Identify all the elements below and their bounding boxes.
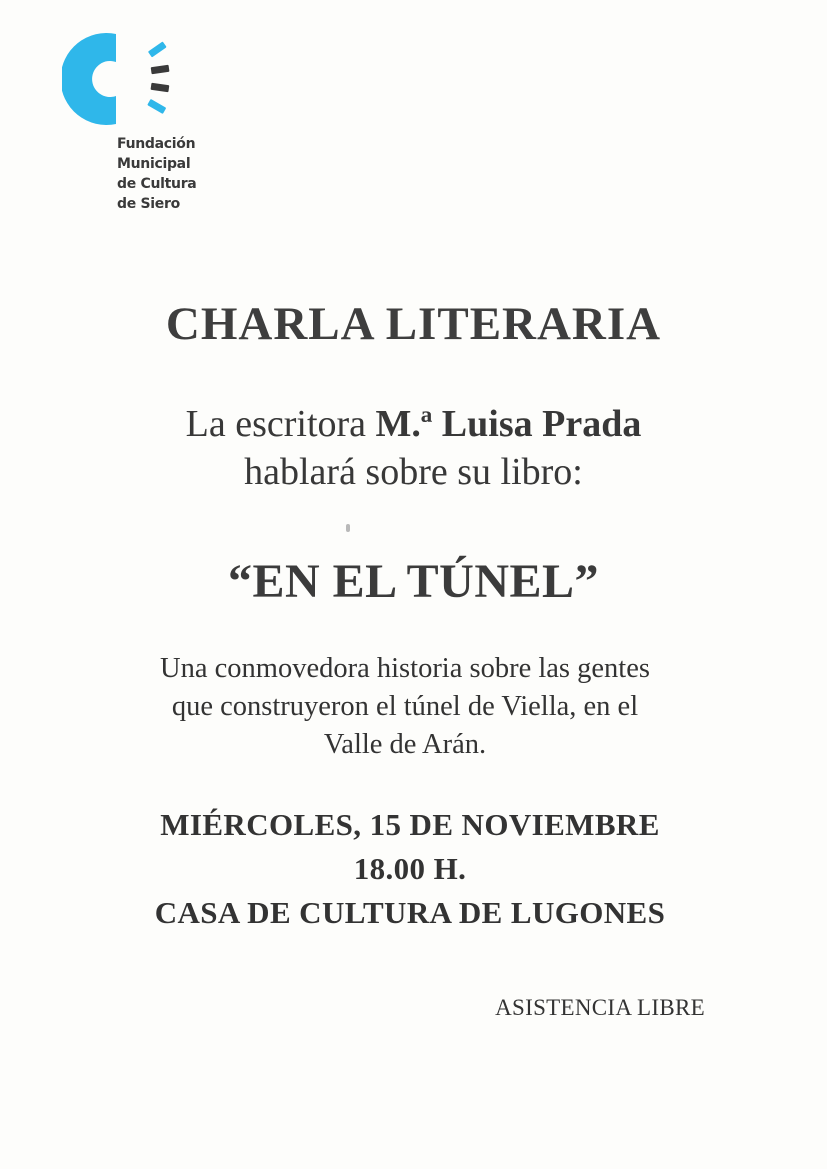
document-title: CHARLA LITERARIA [165,298,662,350]
print-speck [346,524,350,532]
organization-name-line: Fundación [117,136,196,152]
event-venue: CASA DE CULTURA DE LUGONES [154,895,666,930]
organization-name-line: de Siero [117,196,180,212]
description-line: Una conmovedora historia sobre las gentes [160,653,650,684]
description-line: Valle de Arán. [323,729,487,760]
event-time: 18.00 H. [353,851,467,886]
organization-name-line: Municipal [117,156,191,172]
event-date: MIÉRCOLES, 15 DE NOVIEMBRE [160,807,660,842]
intro-line-book: hablará sobre su libro: [244,451,583,493]
description-line: que construyeron el túnel de Viella, en el [171,691,639,722]
book-description [0,650,810,764]
organization-name [117,134,227,214]
organization-name-line: de Cultura [117,176,197,192]
book-title: “EN EL TÚNEL” [227,555,600,608]
intro-prefix: La escritora [185,403,367,445]
event-details [0,803,820,935]
admission-note: ASISTENCIA LIBRE [495,995,705,1020]
fundacion-logo-icon [62,32,172,132]
author-name: M.ª Luisa Prada [375,403,642,445]
intro-line-author [0,400,827,448]
intro-text [0,400,827,496]
